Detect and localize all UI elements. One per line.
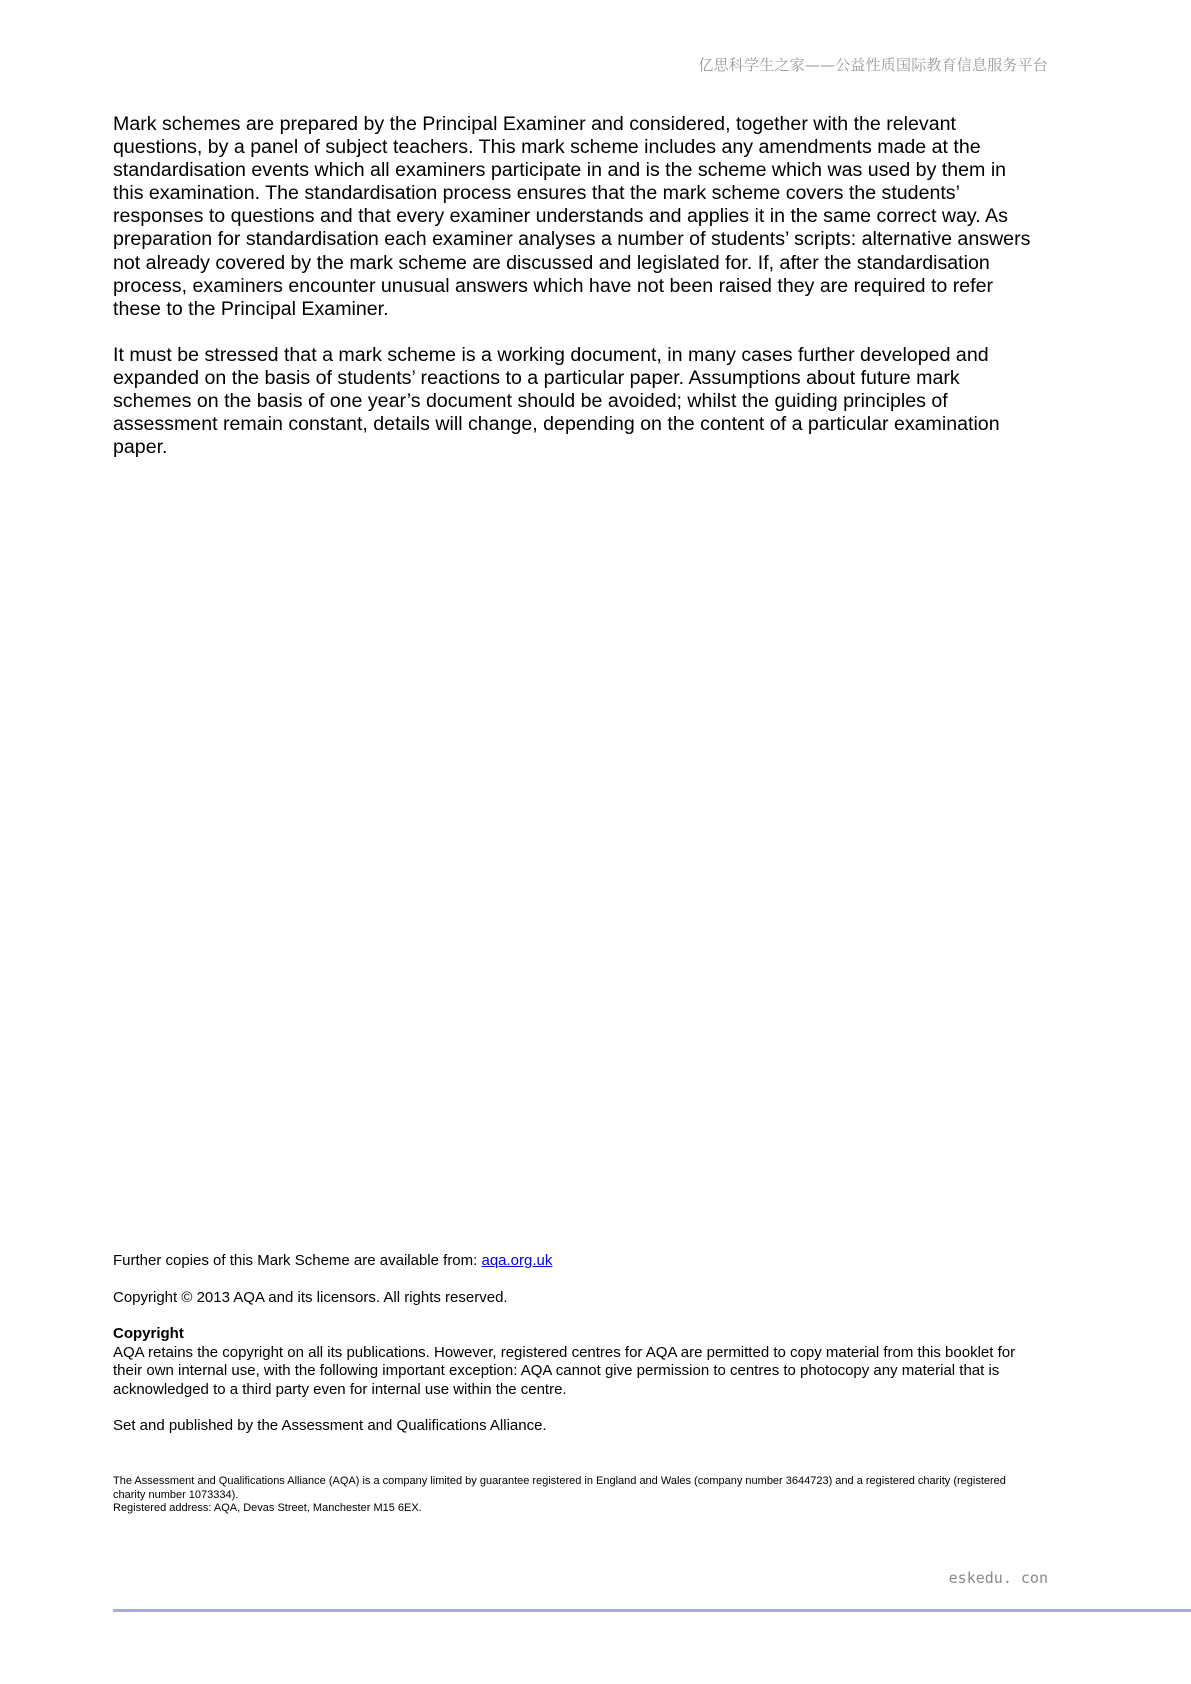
company-info: The Assessment and Qualifications Alliance (AQA) is a company limited by guarantee registered in England and Wales (company number 3644723) and a registered charity (registered charity number 1073334). bbox=[113, 1475, 1006, 1501]
header-watermark: 亿思科学生之家——公益性质国际教育信息服务平台 bbox=[698, 56, 1048, 74]
further-copies-text: Further copies of this Mark Scheme are available from: bbox=[113, 1252, 482, 1269]
aqa-website-link[interactable]: aqa.org.uk bbox=[481, 1252, 553, 1269]
footer-watermark: eskedu. con bbox=[948, 1569, 1048, 1587]
footer-block bbox=[113, 1252, 1033, 1436]
intro-paragraph-1: Mark schemes are prepared by the Principal Examiner and considered, together with the relevant questions, by a panel of subject teachers. This mark scheme includes any amendments made at the standardisation events which all examiners participate in and is the scheme which was used by them in this examination. The standardisation process ensures that the mark scheme covers the students’ responses to questions and that every examiner understands and applies it in the same correct way. As preparation for standardisation each examiner analyses a number of students’ scripts: alternative answers not already covered by the mark scheme are discussed and legislated for. If, after the standardisation process, examiners encounter unusual answers which have not been raised they are required to refer these to the Principal Examiner. bbox=[113, 113, 1031, 320]
mark-scheme-intro bbox=[113, 113, 1033, 482]
small-print bbox=[113, 1475, 1013, 1516]
footer-rule bbox=[113, 1609, 1191, 1612]
published-by: Set and published by the Assessment and Qualifications Alliance. bbox=[113, 1417, 547, 1434]
intro-paragraph-2: It must be stressed that a mark scheme is a working document, in many cases further developed and expanded on the basis of students’ reactions to a particular paper. Assumptions about future mark schemes on the basis of one year’s document should be avoided; whilst the guiding principles of assessment remain constant, details will change, depending on the content of a particular examination paper. bbox=[113, 343, 1000, 459]
registered-address: Registered address: AQA, Devas Street, Manchester M15 6EX. bbox=[113, 1502, 422, 1514]
further-copies-line bbox=[113, 1252, 1033, 1271]
copyright-body: AQA retains the copyright on all its publications. However, registered centres for AQA are permitted to copy material from this booklet for their own internal use, with the following important exception: AQA cannot give permission to centres to photocopy any material that is acknowledged to a third party even for internal use within the centre. bbox=[113, 1343, 1016, 1398]
copyright-line: Copyright © 2013 AQA and its licensors. All rights reserved. bbox=[113, 1288, 508, 1306]
copyright-heading: Copyright bbox=[113, 1325, 184, 1342]
